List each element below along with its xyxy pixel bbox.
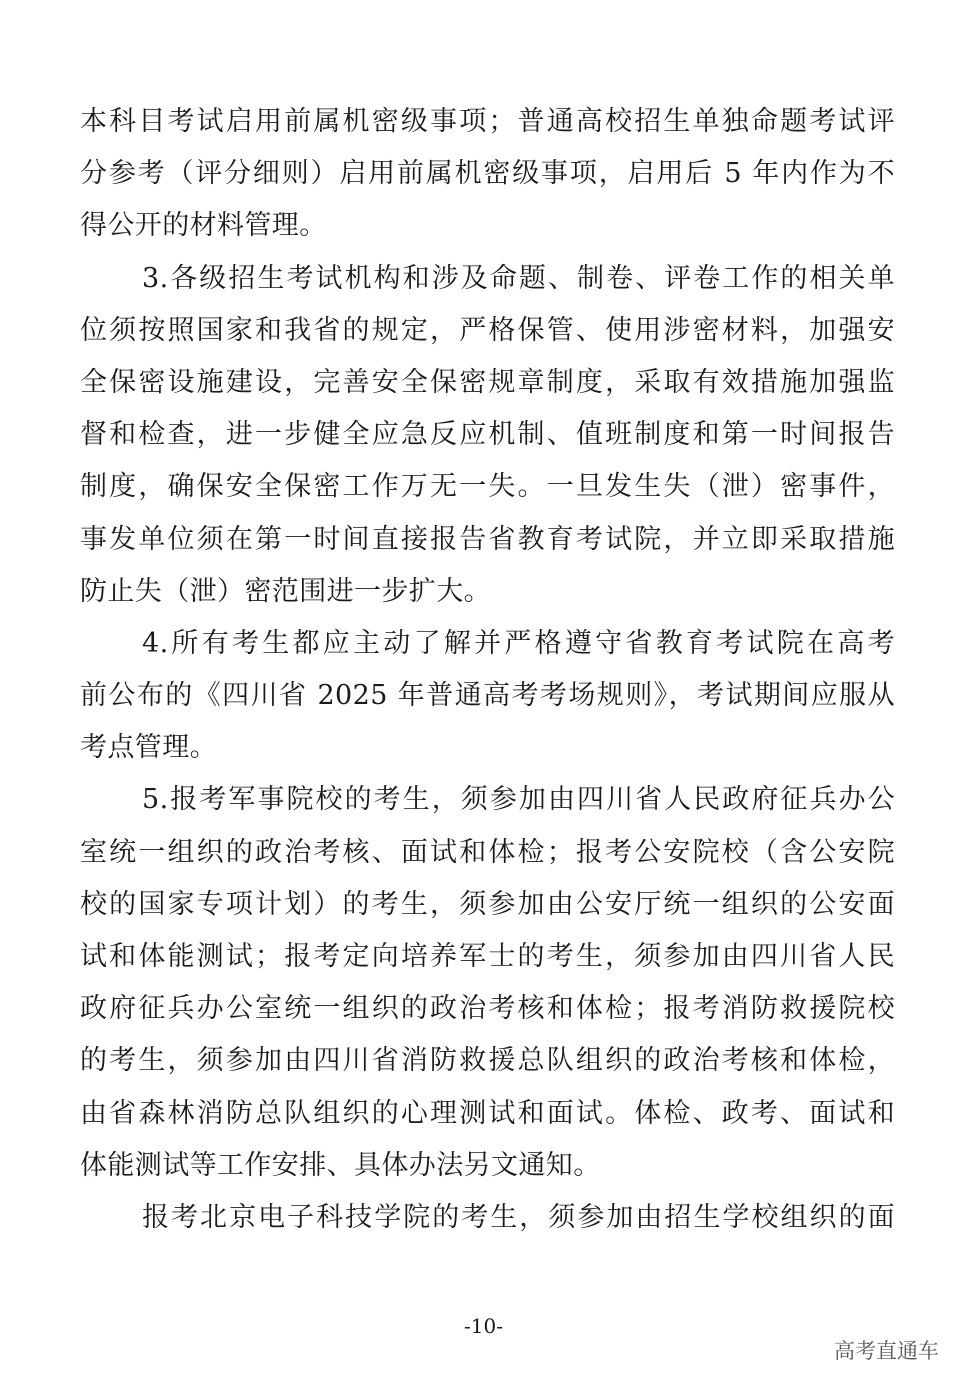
document-body (80, 96, 895, 1244)
text-line: 政府征兵办公室统一组织的政治考核和体检；报考消防救援院校 (80, 993, 895, 1025)
text-line: 体能测试等工作安排、具体办法另文通知。 (80, 1149, 601, 1181)
text-line: 试和体能测试；报考定向培养军士的考生，须参加由四川省人民 (80, 941, 895, 972)
text-line: 考点管理。 (80, 732, 217, 764)
text-line: 前公布的《四川省 2025 年普通高考考场规则》，考试期间应服从 (80, 680, 895, 712)
text-line: 防止失（泄）密范围进一步扩大。 (80, 575, 491, 607)
text-line: 得公开的材料管理。 (80, 210, 327, 242)
text-line: 校的国家专项计划）的考生，须参加由公安厅统一组织的公安面 (80, 888, 895, 920)
page-number: -10- (464, 1314, 503, 1338)
text-line: 全保密设施建设，完善安全保密规章制度，采取有效措施加强监 (80, 366, 895, 398)
text-line: 督和检查，进一步健全应急反应机制、值班制度和第一时间报告 (80, 419, 895, 451)
text-line: 报考北京电子科技学院的考生，须参加由招生学校组织的面 (142, 1201, 895, 1233)
text-line: 由省森林消防总队组织的心理测试和面试。体检、政考、面试和 (80, 1097, 895, 1129)
text-line: 本科目考试启用前属机密级事项；普通高校招生单独命题考试评 (80, 106, 895, 137)
text-line: 事发单位须在第一时间直接报告省教育考试院，并立即采取措施 (80, 523, 895, 555)
text-line: 4.所有考生都应主动了解并严格遵守省教育考试院在高考 (142, 627, 895, 659)
text-line: 制度，确保安全保密工作万无一失。一旦发生失（泄）密事件， (80, 471, 895, 503)
text-line: 位须按照国家和我省的规定，严格保管、使用涉密材料，加强安 (80, 314, 895, 346)
text-line: 3.各级招生考试机构和涉及命题、制卷、评卷工作的相关单 (142, 262, 895, 294)
text-line: 分参考（评分细则）启用前属机密级事项，启用后 5 年内作为不 (80, 158, 895, 190)
text-line: 的考生，须参加由四川省消防救援总队组织的政治考核和体检， (80, 1045, 895, 1077)
text-line: 5.报考军事院校的考生，须参加由四川省人民政府征兵办公 (142, 784, 895, 816)
watermark-label: 高考直通车 (834, 1339, 939, 1363)
text-line: 室统一组织的政治考核、面试和体检；报考公安院校（含公安院 (80, 836, 895, 868)
